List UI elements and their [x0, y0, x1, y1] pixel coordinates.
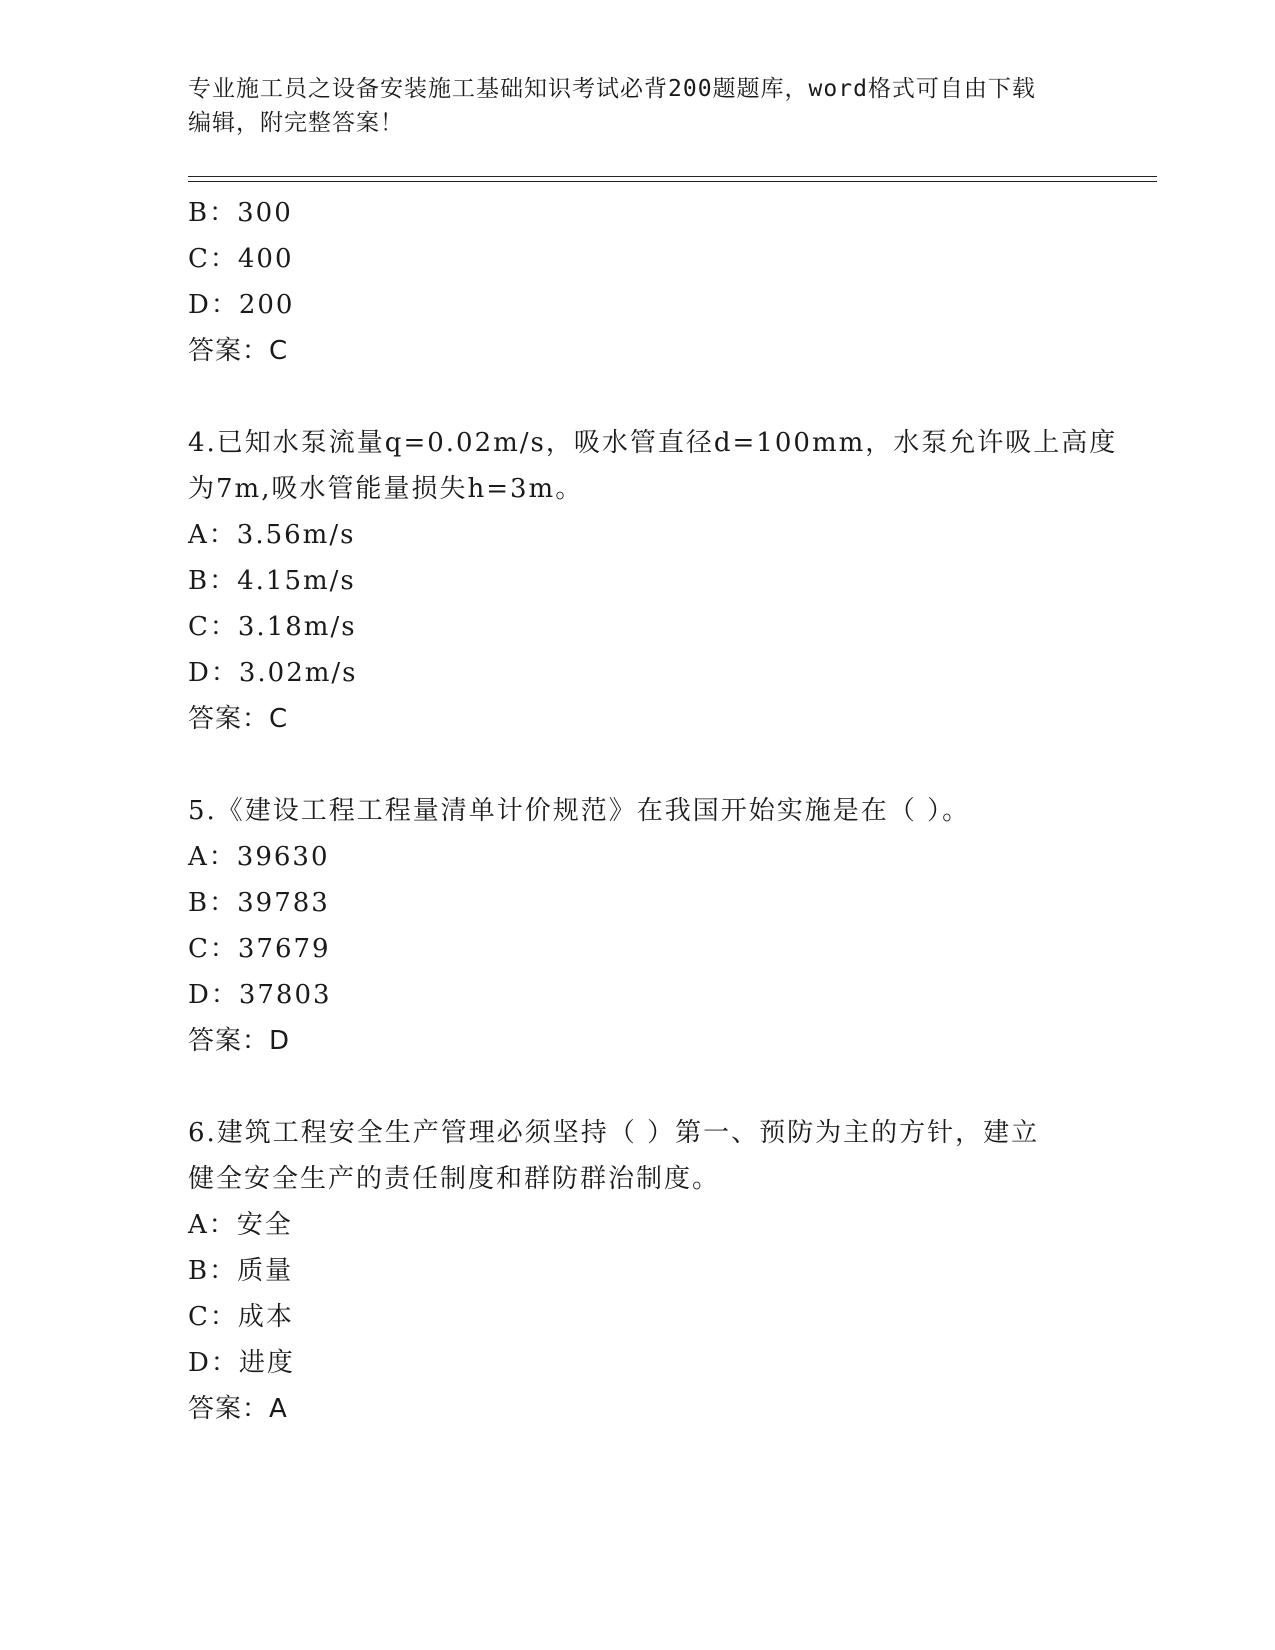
answer-line: 答案：C: [188, 704, 289, 734]
option-c: C：成本: [188, 1302, 294, 1332]
option-a: A：安全: [188, 1210, 293, 1240]
option-d: D：3.02m/s: [188, 658, 358, 688]
question-text: 为7m,吸水管能量损失h=3m。: [188, 474, 584, 504]
option-c: C：37679: [188, 934, 331, 964]
option-d: D：进度: [188, 1348, 295, 1378]
option-b: B：4.15m/s: [188, 566, 356, 596]
spacer: [188, 374, 1088, 420]
option-a: A：3.56m/s: [188, 520, 356, 550]
header-rule-top: [188, 176, 1157, 177]
spacer: [188, 1064, 1088, 1110]
header-rule-bottom: [188, 181, 1157, 182]
question-3-block: [188, 190, 1088, 374]
spacer: [188, 742, 1088, 788]
option-d: D：200: [188, 290, 295, 320]
option-b: B：300: [188, 198, 293, 228]
answer-line: 答案：C: [188, 336, 289, 366]
document-header: [188, 72, 1088, 140]
header-line-1: 专业施工员之设备安装施工基础知识考试必背200题题库，word格式可自由下载: [188, 76, 1036, 102]
option-b: B：质量: [188, 1256, 294, 1286]
question-6-block: [188, 1110, 1088, 1432]
question-text: 6.建筑工程安全生产管理必须坚持（ ）第一、预防为主的方针，建立: [188, 1118, 1040, 1148]
question-list: [188, 190, 1118, 1432]
header-line-2: 编辑，附完整答案！: [188, 110, 404, 136]
option-b: B：39783: [188, 888, 330, 918]
answer-line: 答案：A: [188, 1394, 288, 1424]
question-4-block: [188, 420, 1118, 742]
option-a: A：39630: [188, 842, 330, 872]
option-c: C：400: [188, 244, 294, 274]
question-text: 4.已知水泵流量q=0.02m/s，吸水管直径d=100mm，水泵允许吸上高度: [188, 428, 1118, 458]
question-text: 健全安全生产的责任制度和群防群治制度。: [188, 1164, 721, 1194]
option-c: C：3.18m/s: [188, 612, 357, 642]
answer-line: 答案：D: [188, 1026, 291, 1056]
question-5-block: [188, 788, 1088, 1064]
question-text: 5.《建设工程工程量清单计价规范》在我国开始实施是在（ ）。: [188, 796, 971, 826]
option-d: D：37803: [188, 980, 332, 1010]
